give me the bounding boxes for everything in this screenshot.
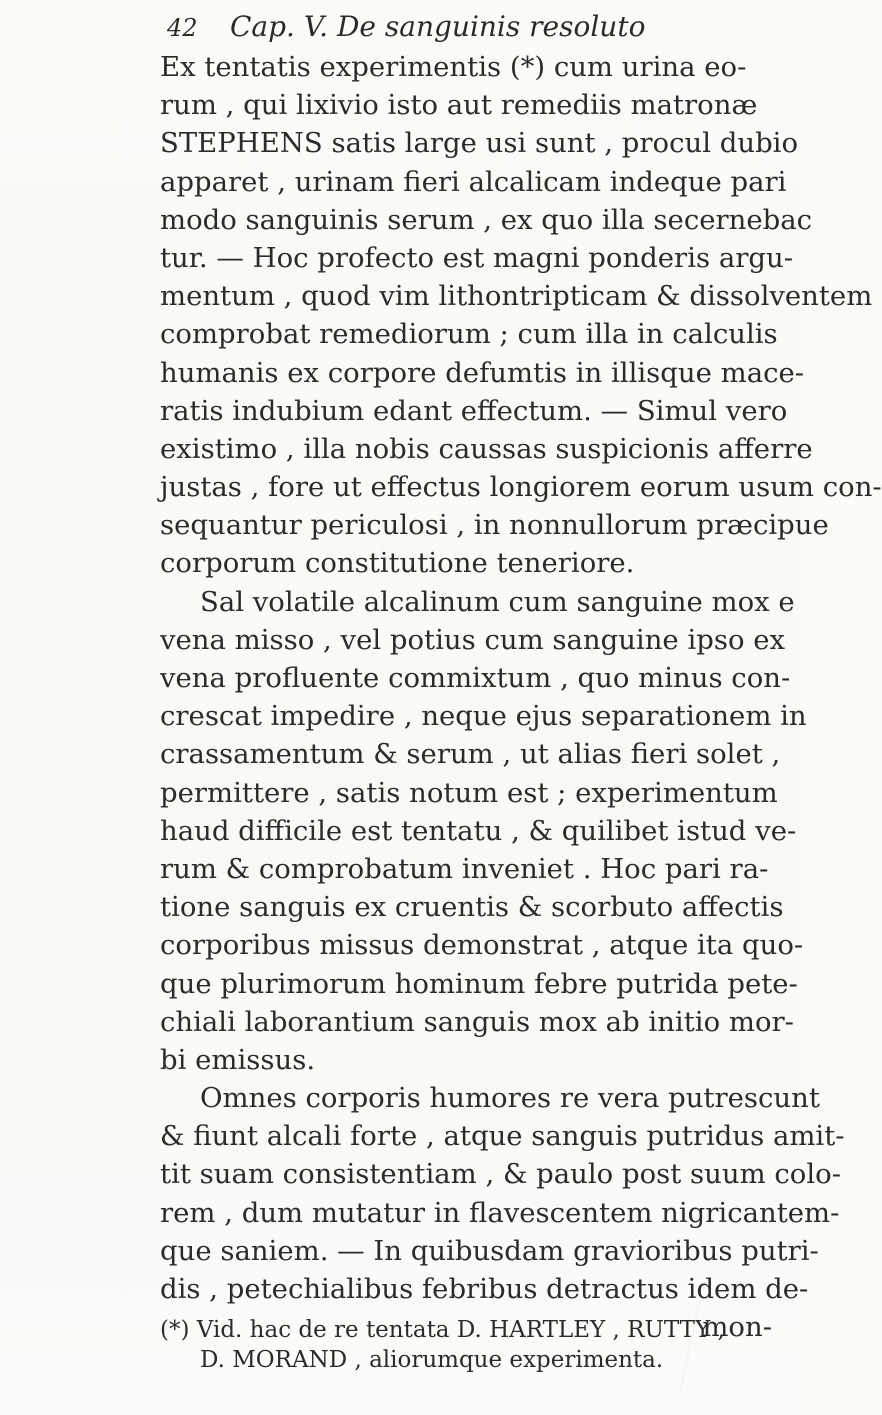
text-line: ratis indubium edant effectum. — Simul vero bbox=[160, 394, 788, 427]
text-line: permittere , satis notum est ; experimentum bbox=[160, 776, 778, 809]
text-line: rum , qui lixivio isto aut remediis matronæ bbox=[160, 89, 758, 122]
text-line: mentum , quod vim lithontripticam & dissolventem bbox=[160, 280, 873, 313]
text-line: apparet , urinam fieri alcalicam indeque pari bbox=[160, 165, 787, 198]
text-line: tit suam consistentiam , & paulo post suum colo- bbox=[160, 1158, 841, 1191]
text-line: modo sanguinis serum , ex quo illa secernebac bbox=[160, 203, 813, 236]
text-line: humanis ex corpore defumtis in illisque mace- bbox=[160, 356, 805, 389]
footnote-line: D. MORAND , aliorumque experimenta. bbox=[200, 1347, 664, 1373]
text-line: rum & comprobatum inveniet . Hoc pari ra- bbox=[160, 852, 769, 885]
text-line: existimo , illa nobis caussas suspicionis afferre bbox=[160, 432, 813, 465]
text-line: sequantur periculosi , in nonnullorum præcipue bbox=[160, 509, 829, 542]
footnote-line: (*) Vid. hac de re tentata D. HARTLEY , RUTTY , bbox=[160, 1317, 725, 1343]
text-line: crassamentum & serum , ut alias fieri solet , bbox=[160, 738, 781, 771]
text-line: Ex tentatis experimentis (*) cum urina eo- bbox=[160, 51, 747, 83]
text-line: dis , petechialibus febribus detractus idem de- bbox=[160, 1273, 809, 1305]
page-number: 42 bbox=[167, 14, 198, 42]
catchword: mon- bbox=[702, 1311, 772, 1344]
text-line: comprobat remediorum ; cum illa in calculis bbox=[160, 318, 778, 351]
text-line: tione sanguis ex cruentis & scorbuto affectis bbox=[160, 891, 784, 924]
text-line: que plurimorum hominum febre putrida pete- bbox=[160, 967, 798, 1000]
text-line: Sal volatile alcalinum cum sanguine mox e bbox=[200, 585, 795, 618]
text-line: STEPHENS satis large usi sunt , procul dubio bbox=[160, 127, 799, 160]
text-line: rem , dum mutatur in flavescentem nigricantem- bbox=[160, 1196, 840, 1229]
text-line: chiali laborantium sanguis mox ab initio mor- bbox=[160, 1005, 794, 1038]
text-line: justas , fore ut effectus longiorem eorum usum con- bbox=[160, 471, 882, 504]
text-line: crescat impedire , neque ejus separationem in bbox=[160, 700, 807, 733]
text-line: vena profluente commixtum , quo minus con- bbox=[160, 662, 791, 694]
running-title: Cap. V. De sanguinis resoluto bbox=[230, 10, 646, 43]
text-line: que saniem. — In quibusdam gravioribus putri- bbox=[160, 1234, 819, 1267]
text-line: corporum constitutione teneriore. bbox=[160, 547, 635, 580]
text-line: & fiunt alcali forte , atque sanguis putridus amit- bbox=[160, 1120, 845, 1153]
text-line: tur. — Hoc profecto est magni ponderis argu- bbox=[160, 241, 793, 274]
page-header bbox=[0, 6, 800, 44]
body-text bbox=[160, 48, 882, 1346]
text-line: corporibus missus demonstrat , atque ita quo- bbox=[160, 929, 804, 962]
text-line: haud difficile est tentatu , & quilibet istud ve- bbox=[160, 814, 797, 847]
text-line: bi emissus. bbox=[160, 1043, 316, 1076]
text-line: Omnes corporis humores re vera putrescunt bbox=[200, 1082, 820, 1115]
text-line: vena misso , vel potius cum sanguine ipso ex bbox=[160, 623, 786, 656]
